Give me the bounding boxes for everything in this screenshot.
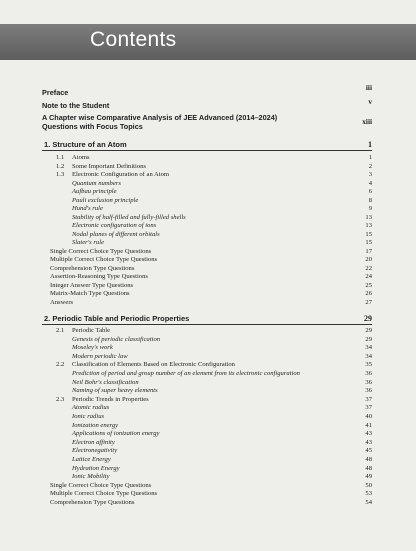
toc-entry-title: Quantum numbers [72,179,121,187]
toc-entry-page: 22 [365,264,372,272]
toc-entry[interactable] [42,222,372,230]
toc-entry-title: Nodal planes of different orbitals [72,230,160,238]
toc-entry[interactable] [42,248,372,256]
toc-entry-page: 6 [368,188,372,195]
toc-entry-page: 20 [365,256,372,263]
toc-entry-title: Comprehension Type Questions [50,499,135,506]
toc-entry[interactable] [42,482,372,490]
chapter-title: 2. Periodic Table and Periodic Properties [44,314,190,323]
toc-entry-title: Stability of half-filled and fully-filled shells [72,213,186,221]
toc-entry[interactable] [42,456,372,464]
toc-entry-title: Naming of super heavy elements [72,387,158,395]
toc-entry-page: 29 [365,335,372,343]
toc-entry[interactable] [42,154,372,162]
chapter-page: 29 [364,314,372,323]
contents-banner [0,24,416,60]
toc-entry-page: 9 [368,205,372,212]
chapter-page: 1 [368,140,372,149]
toc-page: v [368,97,372,106]
toc-entry[interactable] [42,473,372,481]
toc-entry-page: 29 [365,327,372,334]
toc-page: xiii [362,117,372,126]
toc-entry-page: 40 [365,413,372,420]
toc-front-analysis[interactable] [42,113,372,133]
chapter-heading-1[interactable] [42,138,372,151]
toc-entry-page: 27 [365,298,372,306]
toc-entry-title: Classification of Elements Based on Electronic Configuration [72,361,235,369]
toc-entry[interactable] [42,413,372,421]
toc-entry-page: 50 [365,481,372,489]
toc-entry-title: Some Important Definitions [72,162,146,170]
toc-entry[interactable] [42,361,372,369]
toc-entry[interactable] [42,387,372,395]
toc-entry[interactable] [42,430,372,438]
toc-title: A Chapter wise Comparative Analysis of JEE Advanced (2014–2024) Questions with Focus Topics [42,113,278,131]
toc-entry-page: 8 [368,196,372,204]
toc-entry-title: Prediction of period and group number of an element from its electronic configuration [72,370,300,377]
toc-entry[interactable] [42,188,372,196]
toc-entry[interactable] [42,396,372,404]
toc-entry[interactable] [42,171,372,179]
toc-entry[interactable] [42,231,372,239]
toc-entry-page: 43 [365,430,372,438]
toc-entry[interactable] [42,379,372,387]
toc-front-note[interactable] [42,97,372,111]
toc-entry-title: Hund's rule [72,205,103,212]
toc-entry-page: 41 [365,421,372,429]
toc-entry-page: 24 [365,273,372,280]
toc-entry-title: Electronic configuration of ions [72,222,157,229]
toc-entry[interactable] [42,180,372,188]
toc-entry[interactable] [42,299,372,307]
toc-entry-number: 1.2 [56,162,65,170]
toc-entry-page: 25 [365,281,372,289]
toc-entry[interactable] [42,163,372,171]
toc-entry[interactable] [42,265,372,273]
toc-entry-title: Neil Bohr's classification [72,378,139,386]
toc-entry-page: 15 [365,230,372,238]
toc-entry-title: Modern periodic law [72,352,128,360]
toc-entry-number: 1.3 [56,171,65,178]
toc-entry-page: 53 [365,490,372,498]
toc-entry[interactable] [42,370,372,378]
toc-entry-title: Ionic Mobility [72,473,110,481]
toc-entry-page: 49 [365,473,372,481]
toc-entry-page: 1 [368,154,372,161]
toc-entry[interactable] [42,239,372,247]
toc-entry-title: Moseley's work [72,344,113,352]
toc-entry-title: Pauli exclusion principle [72,196,139,204]
toc-front-preface[interactable] [42,83,372,98]
toc-entry-page: 2 [368,162,372,170]
toc-entry-title: Slater's rule [72,239,104,246]
toc-entry-title: Assertion-Reasoning Type Questions [50,273,148,280]
toc-entry[interactable] [42,290,372,298]
toc-entry-title: Hydration Energy [72,464,120,472]
toc-entry-page: 13 [365,222,372,229]
toc-entry-title: Genesis of periodic classification [72,335,161,343]
toc-entry-title: Electronegativity [72,447,118,455]
toc-entry-page: 15 [365,239,372,246]
toc-entry[interactable] [42,447,372,455]
toc-entry-page: 54 [365,499,372,506]
toc-entry-page: 13 [365,213,372,221]
toc-entry-page: 36 [365,370,372,377]
toc-entry-page: 43 [365,438,372,446]
toc-entry[interactable] [42,499,372,507]
toc-entry[interactable] [42,205,372,213]
toc-entry[interactable] [42,422,372,430]
toc-entry-title: Matrix-Match Type Questions [50,290,130,297]
toc-entry-page: 35 [365,361,372,369]
toc-entry-title: Ionization energy [72,421,119,429]
chapter-heading-2[interactable] [42,312,372,325]
toc-entry-title: Single Correct Choice Type Questions [50,481,152,489]
toc-entry-title: Aufbau principle [72,188,117,195]
toc-entry-number: 2.3 [56,395,65,403]
toc-entry-page: 45 [365,447,372,455]
toc-entry-title: Lattice Energy [72,456,111,463]
toc-entry-title: Atomic radius [72,404,110,412]
toc-title: Preface [42,88,69,97]
toc-entry-page: 48 [365,456,372,463]
toc-entry-page: 37 [365,395,372,403]
toc-entry-title: Comprehension Type Questions [50,264,135,272]
toc-entry-page: 26 [365,290,372,297]
toc-entry-title: Periodic Trends in Properties [72,395,149,403]
toc-entry[interactable] [42,214,372,222]
toc-entry-title: Electronic Configuration of an Atom [72,171,170,178]
toc-entry-title: Single Correct Choice Type Questions [50,247,152,255]
toc-entry[interactable] [42,197,372,205]
toc-entry-number: 2.2 [56,361,65,369]
toc-entry-title: Multiple Correct Choice Type Questions [50,256,158,263]
toc-entry-page: 37 [365,404,372,412]
toc-entry-title: Electron affinity [72,438,115,446]
toc-entry[interactable] [42,465,372,473]
toc-entry[interactable] [42,353,372,361]
toc-entry[interactable] [42,404,372,412]
page-title: Contents [90,28,177,51]
toc-entry[interactable] [42,344,372,352]
toc-entry-title: Periodic Table [72,327,111,334]
toc-entry-page: 34 [365,344,372,352]
toc-entry[interactable] [42,327,372,335]
toc-entry[interactable] [42,282,372,290]
chapter-title: 1. Structure of an Atom [44,140,127,149]
toc-entry-page: 34 [365,352,372,360]
toc-title: Note to the Student [42,101,110,110]
toc-entry[interactable] [42,336,372,344]
toc-entry-page: 48 [365,464,372,472]
toc-entry-number: 2.1 [56,327,65,334]
toc-entry-page: 3 [368,171,372,178]
toc-entry-title: Atoms [72,154,90,161]
toc-entry-page: 36 [365,387,372,395]
toc-page: iii [365,83,372,92]
toc-entry-page: 4 [368,179,372,187]
toc-entry-page: 36 [365,378,372,386]
toc-entry[interactable] [42,490,372,498]
toc-entry[interactable] [42,439,372,447]
toc-entry-title: Applications of ionization energy [72,430,160,438]
toc-entry-title: Ionic radius [72,413,105,420]
toc-entry-title: Integer Answer Type Questions [50,281,134,289]
toc-entry-title: Answers [50,298,74,306]
toc-entry[interactable] [42,273,372,281]
toc-entry-page: 17 [365,247,372,255]
toc-entry-number: 1.1 [56,154,65,161]
toc-entry-title: Multiple Correct Choice Type Questions [50,490,158,498]
toc-entry[interactable] [42,256,372,264]
